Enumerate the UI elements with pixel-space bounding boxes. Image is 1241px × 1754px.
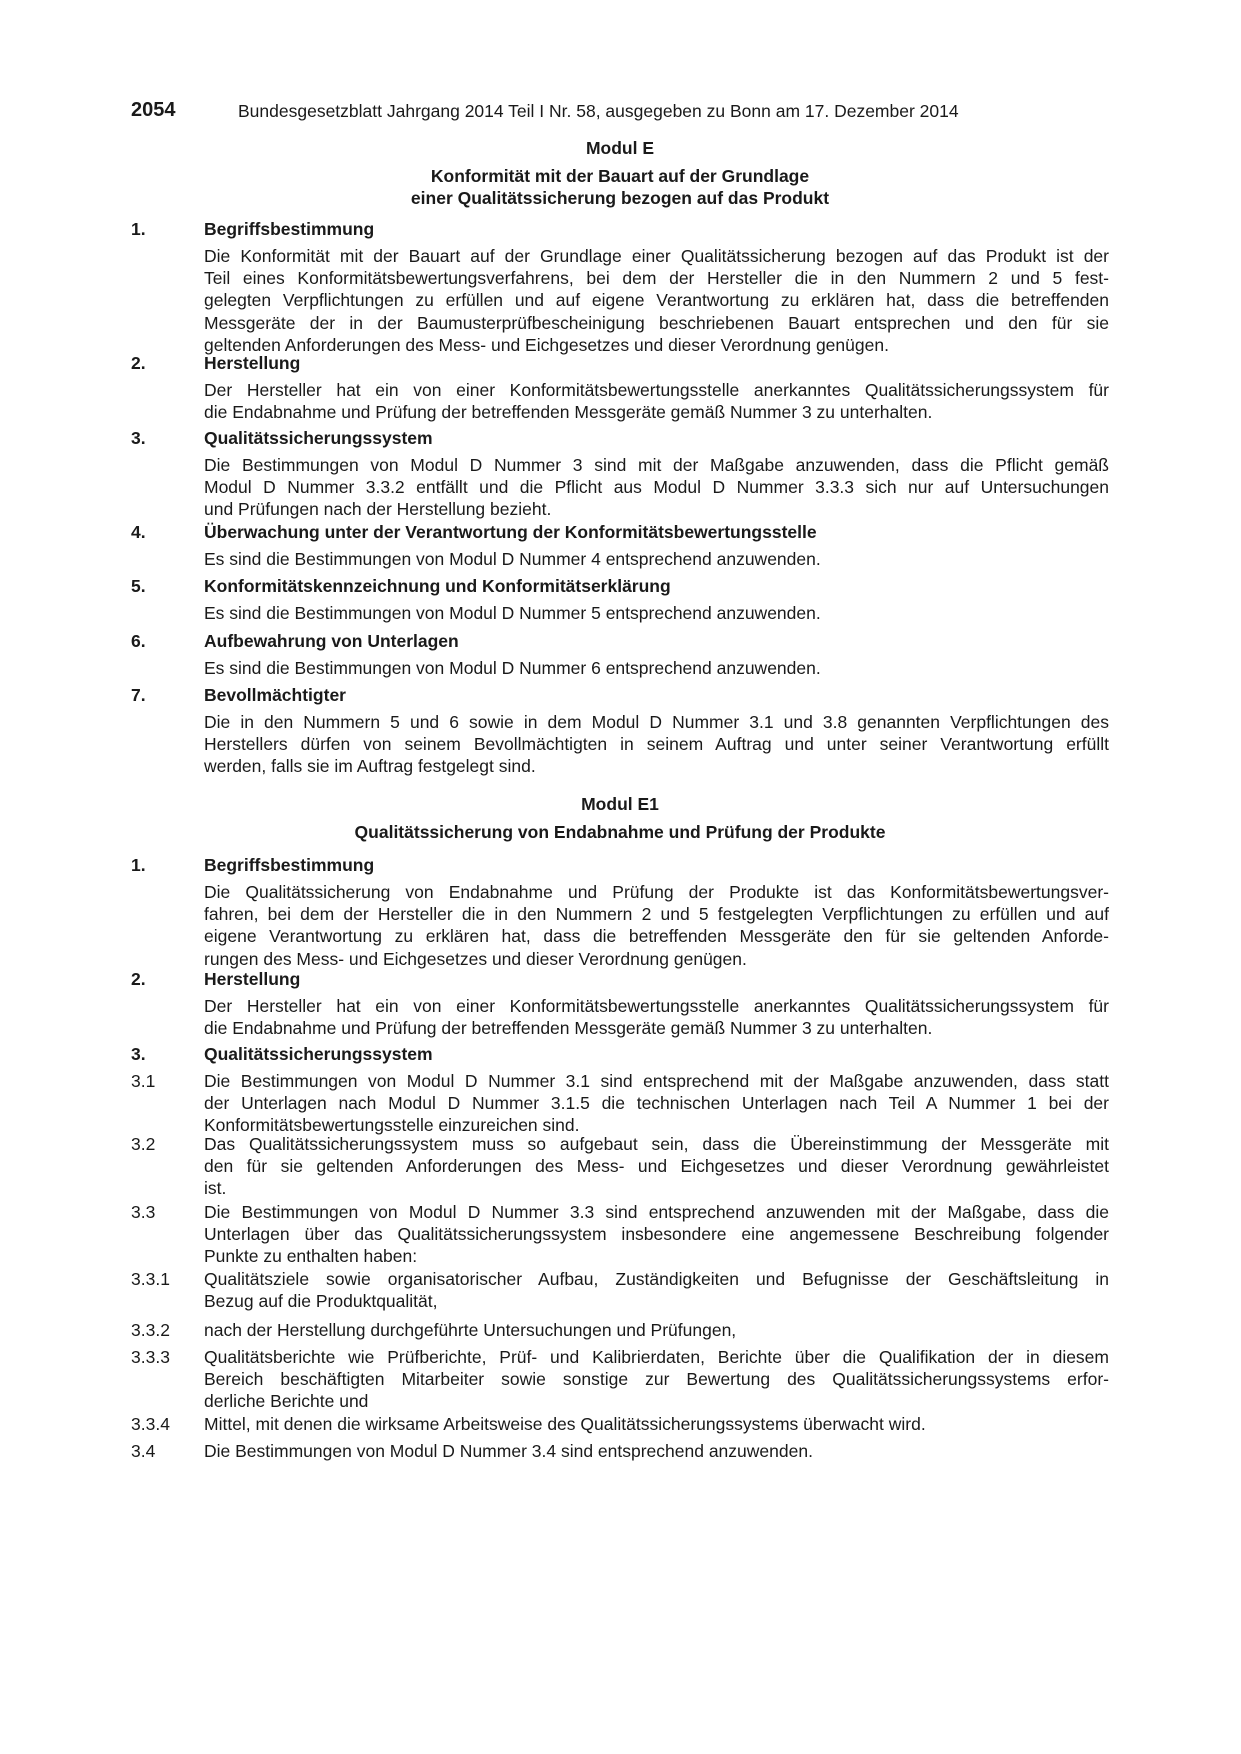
module-e1-item-3-1-body: [204, 1070, 1109, 1137]
text-line: Das Qualitätssicherungssystem muss so aufgebaut sein, dass die Übereinstimmung der Messgeräte mit: [204, 1134, 1109, 1154]
text-line: Der Hersteller hat ein von einer Konformitätsbewertungsstelle anerkanntes Qualitätssicherungssystem für: [204, 996, 1109, 1016]
text-line: Die Qualitätssicherung von Endabnahme und Prüfung der Produkte ist das Konformitätsbewertungsver-: [204, 882, 1109, 902]
text-line: Bereich beschäftigten Mitarbeiter sowie sonstige zur Bewertung des Qualitätssicherungssystems erfor-: [204, 1369, 1109, 1390]
page-number: 2054: [131, 99, 176, 121]
module-e-section-4-body: [204, 548, 1109, 570]
module-e1-item-3-3-1-body: [204, 1268, 1109, 1312]
module-e1-title: Modul E1: [581, 794, 659, 814]
module-e1-section-1-body: [204, 881, 1109, 970]
section-heading: Qualitätssicherungssystem: [204, 428, 433, 448]
text-line: die Endabnahme und Prüfung der betreffenden Messgeräte gemäß Nummer 3 zu unterhalten.: [204, 402, 933, 423]
text-line: Die in den Nummern 5 und 6 sowie in dem Modul D Nummer 3.1 und 3.8 genannten Verpflichtungen des: [204, 712, 1109, 732]
module-e1-item-3-2-body: [204, 1133, 1109, 1200]
section-heading: Begriffsbestimmung: [204, 855, 375, 875]
text-line: eigene Verantwortung zu erklären hat, dass die betreffenden Messgeräte den für sie geltenden Anforde-: [204, 926, 1109, 947]
module-e1-subtitle: Qualitätssicherung von Endabnahme und Prüfung der Produkte: [354, 822, 886, 842]
text-line: derliche Berichte und: [204, 1391, 369, 1412]
item-number: 3.3.4: [131, 1414, 170, 1434]
text-line: Die Bestimmungen von Modul D Nummer 3.1 sind entsprechend mit der Maßgabe anzuwenden, dass statt: [204, 1071, 1109, 1091]
section-number: 3.: [131, 1044, 146, 1064]
section-heading: Begriffsbestimmung: [204, 219, 375, 239]
text-line: Die Bestimmungen von Modul D Nummer 3.3 sind entsprechend anzuwenden mit der Maßgabe, dass die: [204, 1202, 1109, 1222]
section-heading: Aufbewahrung von Unterlagen: [204, 631, 459, 651]
text-line: Die Konformität mit der Bauart auf der Grundlage einer Qualitätssicherung bezogen auf das Produkt ist der: [204, 246, 1109, 266]
module-e-subtitle-line-1: Konformität mit der Bauart auf der Grundlage: [430, 166, 810, 186]
module-e1-item-3-3-4-body: [204, 1413, 1109, 1435]
section-number: 7.: [131, 685, 146, 705]
text-line: Unterlagen über das Qualitätssicherungssystem insbesondere eine angemessene Beschreibung folgender: [204, 1224, 1109, 1245]
text-line: Qualitätsberichte wie Prüfberichte, Prüf- und Kalibrierdaten, Berichte über die Qualifikation der in diesem: [204, 1347, 1109, 1367]
module-e1-section-2-body: [204, 995, 1109, 1039]
text-line: gelegten Verpflichtungen zu erfüllen und auf eigene Verantwortung zu erklären hat, dass die betreffenden: [204, 290, 1109, 311]
item-number: 3.4: [131, 1441, 156, 1461]
module-e-section-1-body: [204, 245, 1109, 356]
text-line: Teil eines Konformitätsbewertungsverfahrens, bei dem der Hersteller die in den Nummern 2 und 5 fest-: [204, 268, 1109, 289]
section-number: 6.: [131, 631, 146, 651]
item-number: 3.3: [131, 1202, 156, 1222]
text-line: Es sind die Bestimmungen von Modul D Nummer 5 entsprechend anzuwenden.: [204, 603, 821, 623]
section-heading: Herstellung: [204, 969, 301, 989]
text-line: nach der Herstellung durchgeführte Untersuchungen und Prüfungen,: [204, 1320, 737, 1340]
text-line: Messgeräte der in der Baumusterprüfbescheinigung beschriebenen Bauart entsprechen und den für sie: [204, 312, 1109, 333]
text-line: Konformitätsbewertungsstelle einzureichen sind.: [204, 1115, 580, 1136]
section-number: 4.: [131, 522, 146, 542]
module-e1-item-3-3-2-body: [204, 1319, 1109, 1341]
text-line: Modul D Nummer 3.3.2 entfällt und die Pflicht aus Modul D Nummer 3.3.3 sich nur auf Untersuchungen: [204, 477, 1109, 498]
module-e1-item-3-4-body: [204, 1440, 1109, 1462]
section-number: 5.: [131, 576, 146, 596]
text-line: den für sie geltenden Anforderungen des Mess- und Eichgesetzes und dieser Verordnung gewährleistet: [204, 1156, 1109, 1177]
running-header: [131, 99, 1110, 123]
section-number: 3.: [131, 428, 146, 448]
text-line: der Unterlagen nach Modul D Nummer 3.1.5 die technischen Unterlagen nach Teil A Nummer 1 bei der: [204, 1093, 1109, 1114]
module-e-section-7-body: [204, 711, 1109, 778]
module-e1-item-3-3-body: [204, 1201, 1109, 1268]
text-line: Herstellers dürfen von seinem Bevollmächtigten in seinem Auftrag und unter seiner Verantwortung erfüllt: [204, 734, 1109, 755]
item-number: 3.3.3: [131, 1347, 170, 1367]
text-line: fahren, bei dem der Hersteller die in den Nummern 2 und 5 festgelegten Verpflichtungen zu erfüllen und auf: [204, 904, 1109, 925]
section-heading: Überwachung unter der Verantwortung der Konformitätsbewertungsstelle: [204, 522, 817, 542]
module-e1-item-3-3-3-body: [204, 1346, 1109, 1413]
text-line: Es sind die Bestimmungen von Modul D Nummer 4 entsprechend anzuwenden.: [204, 549, 821, 569]
item-number: 3.3.2: [131, 1320, 170, 1340]
section-heading: Konformitätskennzeichnung und Konformitätserklärung: [204, 576, 671, 596]
module-e-section-5-body: [204, 602, 1109, 624]
section-heading: Herstellung: [204, 353, 301, 373]
section-heading: Qualitätssicherungssystem: [204, 1044, 433, 1064]
item-number: 3.1: [131, 1071, 156, 1091]
journal-citation: Bundesgesetzblatt Jahrgang 2014 Teil I Nr. 58, ausgegeben zu Bonn am 17. Dezember 2014: [238, 101, 959, 121]
module-e-section-6-body: [204, 657, 1109, 679]
module-e-section-3-body: [204, 454, 1109, 521]
section-number: 2.: [131, 969, 146, 989]
text-line: Es sind die Bestimmungen von Modul D Nummer 6 entsprechend anzuwenden.: [204, 658, 821, 678]
text-line: ist.: [204, 1178, 227, 1199]
text-line: geltenden Anforderungen des Mess- und Eichgesetzes und dieser Verordnung genügen.: [204, 334, 889, 355]
section-heading: Bevollmächtigter: [204, 685, 346, 705]
text-line: Punkte zu enthalten haben:: [204, 1246, 418, 1267]
text-line: Mittel, mit denen die wirksame Arbeitsweise des Qualitätssicherungssystems überwacht wird.: [204, 1414, 926, 1434]
module-e-title: Modul E: [585, 138, 655, 158]
item-number: 3.2: [131, 1134, 156, 1154]
section-number: 1.: [131, 219, 146, 239]
module-e-section-2-body: [204, 379, 1109, 423]
text-line: werden, falls sie im Auftrag festgelegt sind.: [204, 756, 536, 777]
text-line: rungen des Mess- und Eichgesetzes und dieser Verordnung genügen.: [204, 948, 747, 969]
text-line: die Endabnahme und Prüfung der betreffenden Messgeräte gemäß Nummer 3 zu unterhalten.: [204, 1018, 933, 1039]
text-line: Der Hersteller hat ein von einer Konformitätsbewertungsstelle anerkanntes Qualitätssicherungssystem für: [204, 380, 1109, 400]
module-e-subtitle-line-2: einer Qualitätssicherung bezogen auf das Produkt: [410, 188, 830, 208]
text-line: Qualitätsziele sowie organisatorischer Aufbau, Zuständigkeiten und Befugnisse der Geschäftsleitung in: [204, 1269, 1109, 1289]
text-line: Die Bestimmungen von Modul D Nummer 3.4 sind entsprechend anzuwenden.: [204, 1441, 813, 1461]
text-line: und Prüfungen nach der Herstellung bezieht.: [204, 499, 552, 520]
item-number: 3.3.1: [131, 1269, 170, 1289]
section-number: 2.: [131, 353, 146, 373]
section-number: 1.: [131, 855, 146, 875]
text-line: Die Bestimmungen von Modul D Nummer 3 sind mit der Maßgabe anzuwenden, dass die Pflicht gemäß: [204, 455, 1109, 475]
text-line: Bezug auf die Produktqualität,: [204, 1291, 438, 1312]
